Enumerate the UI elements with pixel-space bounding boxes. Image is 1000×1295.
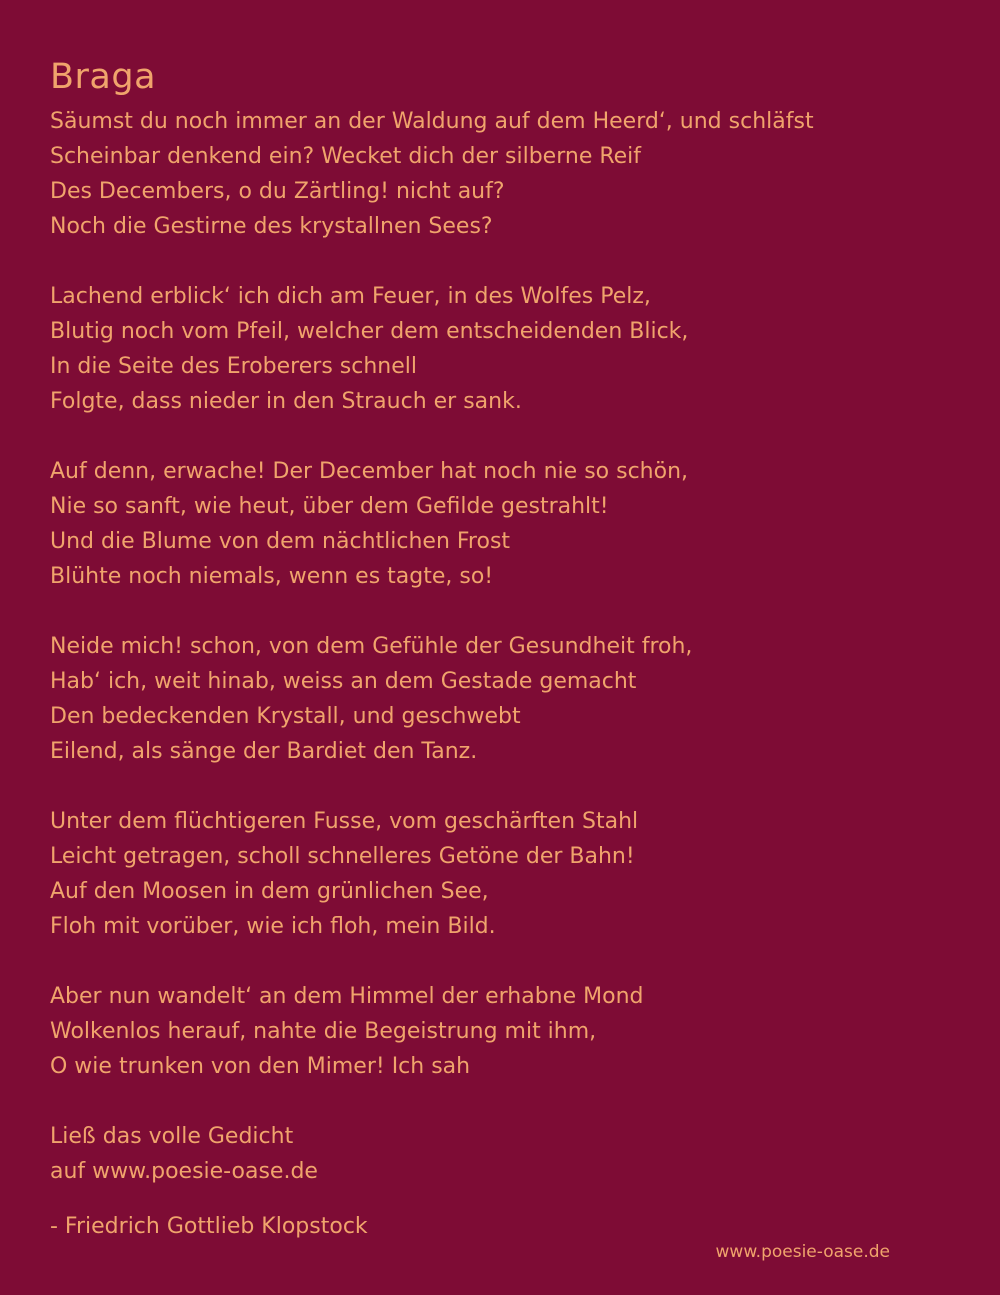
poem-line: Nie so sanft, wie heut, über dem Gefilde gestrahlt! [50, 494, 609, 519]
poem-line: Noch die Gestirne des krystallnen Sees? [50, 214, 493, 239]
poem-line: Blühte noch niemals, wenn es tagte, so! [50, 564, 494, 589]
poem-line: Säumst du noch immer an der Waldung auf dem Heerd‘, und schläfst [50, 109, 814, 134]
poem-line: Leicht getragen, scholl schnelleres Getöne der Bahn! [50, 844, 635, 869]
poem-line: Scheinbar denkend ein? Wecket dich der silberne Reif [50, 144, 642, 169]
poem-line: Lachend erblick‘ ich dich am Feuer, in des Wolfes Pelz, [50, 284, 651, 309]
stanza [50, 104, 950, 244]
poem-line: Den bedeckenden Krystall, und geschwebt [50, 704, 521, 729]
promo-line: Ließ das volle Gedicht [50, 1124, 294, 1149]
poem-line: Blutig noch vom Pfeil, welcher dem entscheidenden Blick, [50, 319, 689, 344]
poem-title: Braga [50, 57, 157, 97]
stanza [50, 279, 950, 419]
poem-line: O wie trunken von den Mimer! Ich sah [50, 1054, 471, 1079]
poem-page [50, 52, 950, 1244]
poem-line: Floh mit vorüber, wie ich floh, mein Bild. [50, 914, 496, 939]
footer-url: www.poesie-oase.de [715, 1242, 890, 1262]
author-credit: - Friedrich Gottlieb Klopstock [50, 1214, 368, 1239]
poem-line: Auf den Moosen in dem grünlichen See, [50, 879, 489, 904]
poem-line: Eilend, als sänge der Bardiet den Tanz. [50, 739, 478, 764]
stanza [50, 454, 950, 594]
read-more-note [50, 1119, 950, 1189]
poem-line: Hab‘ ich, weit hinab, weiss an dem Gestade gemacht [50, 669, 637, 694]
promo-line: auf www.poesie-oase.de [50, 1159, 318, 1184]
stanza [50, 629, 950, 769]
poem-line: Auf denn, erwache! Der December hat noch nie so schön, [50, 459, 689, 484]
poem-line: In die Seite des Eroberers schnell [50, 354, 417, 379]
poem-line: Unter dem flüchtigeren Fusse, vom geschärften Stahl [50, 809, 639, 834]
poem-line: Folgte, dass nieder in den Strauch er sank. [50, 389, 522, 414]
poem-line: Neide mich! schon, von dem Gefühle der Gesundheit froh, [50, 634, 693, 659]
stanza [50, 804, 950, 944]
stanza [50, 979, 950, 1084]
poem-line: Des Decembers, o du Zärtling! nicht auf? [50, 179, 505, 204]
poem-line: Wolkenlos herauf, nahte die Begeistrung mit ihm, [50, 1019, 597, 1044]
poem-line: Und die Blume von dem nächtlichen Frost [50, 529, 511, 554]
poem-line: Aber nun wandelt‘ an dem Himmel der erhabne Mond [50, 984, 644, 1009]
